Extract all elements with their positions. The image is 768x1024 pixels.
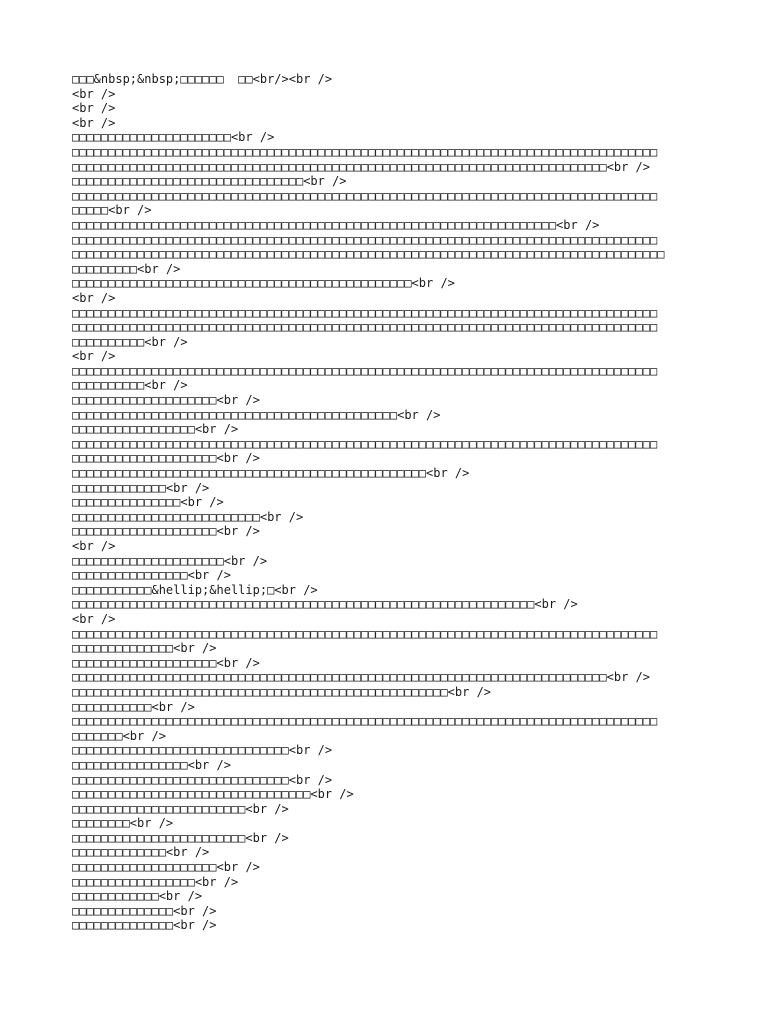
- document-line: □□□□□□□□□□□□□□□□□<br />: [72, 874, 239, 889]
- document-line: □□□□□□□□□□□□□□<br />: [72, 903, 217, 918]
- document-line: □□□□□□□□□□□□□□□□□□□□□□□□<br />: [72, 830, 289, 845]
- document-line: □□□□□□□<br />: [72, 728, 166, 743]
- document-line: □□□□□□□□□□□□<br />: [72, 889, 203, 904]
- document-line: □□□□□□□□□□□□□□□□□□□□□<br />: [72, 553, 268, 568]
- document-line: □□□□□□□□□□□□□□□□□□□□□□□□□□□□□□□□□□□□□□□□□□□□□□□□□□□□□□□□□□□□□□□□□□□□□□□□□□<br />: [72, 670, 650, 685]
- document-line: □□□□□□□□□□□□□□□□□□□□□□□□□□□□□□<br />: [72, 772, 333, 787]
- document-line: □□□□□□□□□□□□□□□□□□□□□□□□□□□□□□□□□□□□□□□□□□□□□□□□□□□□□□□□□□□□□□□□□□□□□□□□□□□□□□□□□: [72, 436, 658, 451]
- document-line: □□□□□□□□□□□□□□□□□□□□□□□□□□□□□□□□□□□□□□□□□□□□□□□□□□□□□□□□□□□□□□□□□□□□□□□□□□□□□□□□□□: [72, 247, 665, 262]
- document-line: <br />: [72, 349, 116, 364]
- document-body: [72, 72, 732, 933]
- document-line: □□□□□□□□□□□□□□□□□□□□□□□□□□□□□□□□□□□□□□□□□□□□□□□□□□□□□□□□□□□□□□□□□□□□□□□□□□□□□□□□□: [72, 626, 658, 641]
- document-line: □□□□□□□□□□□□□□□□□□□□<br />: [72, 860, 260, 875]
- document-line: □□□□□□□□□□□□□□□□□□□□□□□□□□□□□□□□□□□□□□□□□□□□□□□□□□□□□□□□□□□□□□□□□□□□□□□□□□<br />: [72, 159, 650, 174]
- document-line: □□□□□□□□□□□□□□□□□□□□□□□□□□□□□□□□□□□□□□□□□□□□□□□□□□□□□□□□□□□□□□□□□□□□□□□□□□□□□□□□□: [72, 714, 658, 729]
- document-line: □□□&nbsp;&nbsp;□□□□□□ □□<br/><br />: [72, 72, 333, 86]
- document-line: <br />: [72, 115, 116, 130]
- document-line: □□□□□□□□□□□<br />: [72, 699, 195, 714]
- document-line: □□□□□□□□□□□□□□□□□□□□□□<br />: [72, 130, 275, 145]
- document-line: <br />: [72, 290, 116, 305]
- document-line: □□□□□□□□□□□□□□□□<br />: [72, 568, 231, 583]
- document-line: □□□□□□□□□□□□□□□□□□□□□□□□□□□□□□□□□□□□□□□□□□□□□□□□□□□□□□□□□□□□□□□□□□□□□□□□□□□□□□□□□: [72, 232, 658, 247]
- document-line: □□□□□□□□□□□□□□□□□□□□□□□□□□□□□□<br />: [72, 743, 333, 758]
- document-line: <br />: [72, 611, 116, 626]
- document-line: □□□□□□□□□□□□□□□□□□□□□□□□□□□□□□□□□□□□□□□□□□□□□□□□□<br />: [72, 466, 470, 481]
- document-line: □□□□□□□□□□□□□□□□□□□□□□□□□□□□□□□□<br />: [72, 174, 347, 189]
- document-line: □□□□□□□□□□□□□□□□□□□□□□□□□□□□□□□□□□□□□□□□□□□□□□□□□□□□□□□□□□□□□□□□□□□<br />: [72, 217, 600, 232]
- document-line: □□□□□□□□□□□□□□□□□□□□□□□□<br />: [72, 801, 289, 816]
- document-line: □□□□□□□□□□□&hellip;&hellip;□<br />: [72, 582, 318, 597]
- document-line: □□□□□□□□□□□□□□□□□□□□□□□□□□□□□□□□□□□□□□□□□□□□□□□□□□□□□□□□□□□□□□□□□□□□□□□□□□□□□□□□□: [72, 188, 658, 203]
- document-line: □□□□□<br />: [72, 203, 152, 218]
- document-line: □□□□□□□□□□□□□□<br />: [72, 918, 217, 933]
- document-line: □□□□□□□□□□□□□□□□□□□□□□□□□□□□□□□□□□□□□□□□□□□□□□□□□□□□□□□□□□□□□□□□□□□□□□□□□□□□□□□□□: [72, 363, 658, 378]
- document-line: □□□□□□□□□<br />: [72, 261, 181, 276]
- document-line: □□□□□□□□□□□□□□□□□□□□<br />: [72, 451, 260, 466]
- document-line: □□□□□□□□□□□□□□□□□□□□□□□□□□□□□□□□□□□□□□□□□□□□□□□□□□□□□□□□□□□□□□□□□□□□□□□□□□□□□□□□□: [72, 320, 658, 335]
- document-line: □□□□□□□□□□□□□<br />: [72, 845, 210, 860]
- document-line: □□□□□□□□□□<br />: [72, 378, 188, 393]
- document-line: □□□□□□□□□□□□□□□□□□□□□□□□□□□□□□□□□<br />: [72, 787, 354, 802]
- document-line: □□□□□□□□□□□□□□□□□□□□<br />: [72, 655, 260, 670]
- document-line: □□□□□□□□<br />: [72, 816, 174, 831]
- document-line: □□□□□□□□□□□□□□□<br />: [72, 495, 224, 510]
- document-line: □□□□□□□□□□□□□□□□□□□□<br />: [72, 393, 260, 408]
- document-line: □□□□□□□□□□□□□□□□□□□□□□□□□□□□□□□□□□□□□□□□□□□□□□□□□□□□□□□□□□□□□□□□□□□□□□□□□□□□□□□□□: [72, 144, 658, 159]
- document-line: □□□□□□□□□□□□□□□□<br />: [72, 757, 231, 772]
- document-line: <br />: [72, 539, 116, 553]
- document-line: □□□□□□□□□□□□□□□□□□□□<br />: [72, 524, 260, 539]
- document-line: <br />: [72, 101, 116, 116]
- document-line: □□□□□□□□□□□□□□□□□□□□□□□□□□□□□□□□□□□□□□□□□□□□□□□□□□□□□□□□□□□□□□□□<br />: [72, 597, 578, 612]
- document-line: □□□□□□□□□□□□□<br />: [72, 480, 210, 495]
- document-line: □□□□□□□□□□□□□□□□□□□□□□□□□□□□□□□□□□□□□□□□□□□□□□□<br />: [72, 276, 455, 291]
- document-line: □□□□□□□□□□□□□□□□□□□□□□□□□□□□□□□□□□□□□□□□□□□□□□□□□□□□□□□□□□□□□□□□□□□□□□□□□□□□□□□□□: [72, 305, 658, 320]
- document-line: □□□□□□□□□□□□□□□□□□□□□□□□□□□□□□□□□□□□□□□□□□□□□□□□□□□□<br />: [72, 684, 492, 699]
- document-line: □□□□□□□□□□□□□□<br />: [72, 641, 217, 656]
- document-line: □□□□□□□□□□□□□□□□□<br />: [72, 422, 239, 437]
- document-line: □□□□□□□□□□□□□□□□□□□□□□□□□□□□□□□□□□□□□□□□□□□□□<br />: [72, 407, 441, 422]
- document-line: □□□□□□□□□□<br />: [72, 334, 188, 349]
- document-line: □□□□□□□□□□□□□□□□□□□□□□□□□□<br />: [72, 509, 304, 524]
- document-line: <br />: [72, 86, 116, 101]
